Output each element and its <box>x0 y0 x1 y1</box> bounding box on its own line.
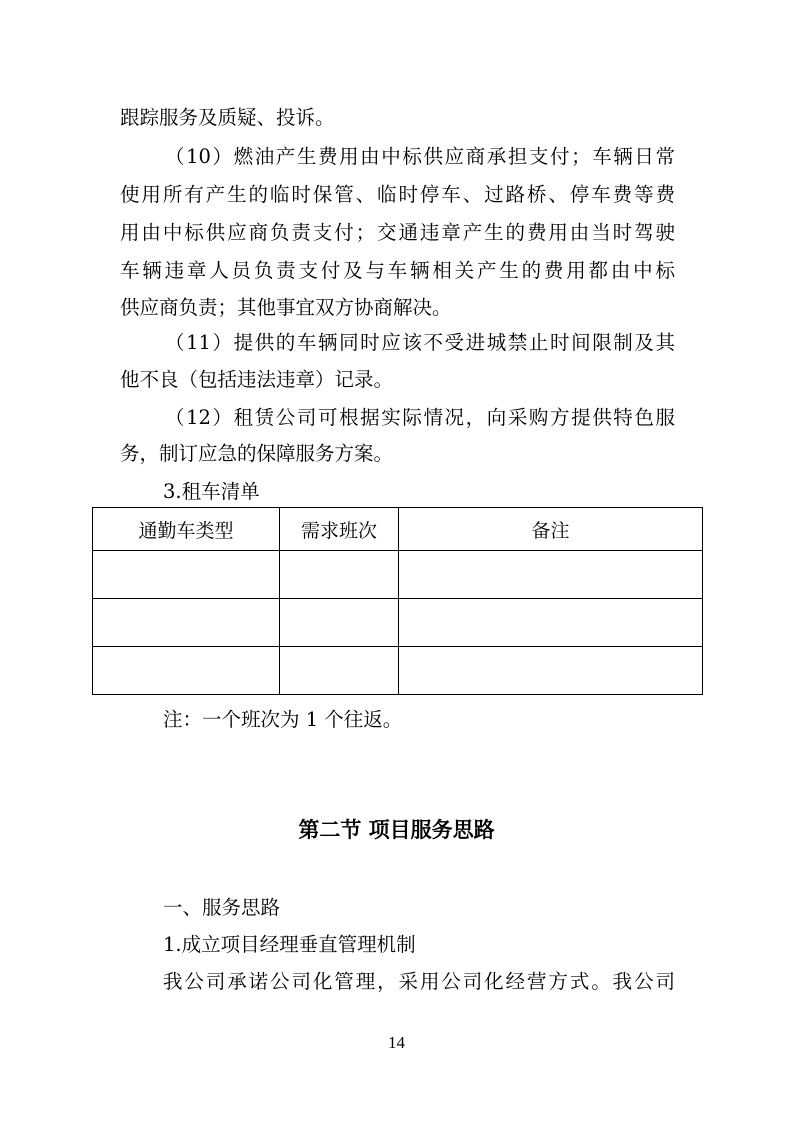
table-cell <box>399 647 703 695</box>
body-line: 他不良（包括违法违章）记录。 <box>120 368 394 391</box>
table-row <box>93 647 703 695</box>
table-cell <box>93 551 280 599</box>
page-number: 14 <box>388 1033 405 1052</box>
table-cell <box>93 647 280 695</box>
body-line: 用由中标供应商负责支付；交通违章产生的费用由当时驾驶 <box>120 221 675 244</box>
section-heading: 第二节 项目服务思路 <box>298 818 495 842</box>
item-heading: 1.成立项目经理垂直管理机制 <box>163 933 416 956</box>
body-line: 供应商负责；其他事宜双方协商解决。 <box>120 296 452 319</box>
table-cell <box>280 647 399 695</box>
table-cell <box>93 599 280 647</box>
rental-list-table <box>92 507 703 695</box>
body-line: （12）租赁公司可根据实际情况，向采购方提供特色服 <box>165 406 675 429</box>
body-line: （10）燃油产生费用由中标供应商承担支付；车辆日常 <box>165 145 675 168</box>
body-line: 车辆违章人员负责支付及与车辆相关产生的费用都由中标 <box>120 259 675 282</box>
table-note: 注：一个班次为 1 个往返。 <box>163 708 403 731</box>
body-line: 使用所有产生的临时保管、临时停车、过路桥、停车费等费 <box>120 183 675 206</box>
table-cell <box>280 599 399 647</box>
body-line: 跟踪服务及质疑、投诉。 <box>120 106 335 129</box>
column-header-required-shifts: 需求班次 <box>280 508 399 551</box>
table-cell <box>399 551 703 599</box>
table-header-row <box>93 508 703 551</box>
body-line: 我公司承诺公司化管理，采用公司化经营方式。我公司 <box>163 970 675 993</box>
table-cell <box>280 551 399 599</box>
body-line: （11）提供的车辆同时应该不受进城禁止时间限制及其 <box>165 331 675 354</box>
body-line: 务，制订应急的保障服务方案。 <box>120 442 394 465</box>
column-header-vehicle-type: 通勤车类型 <box>93 508 280 551</box>
table-row <box>93 599 703 647</box>
table-cell <box>399 599 703 647</box>
column-header-remarks: 备注 <box>399 508 703 551</box>
sub-heading: 一、服务思路 <box>163 896 281 919</box>
table-row <box>93 551 703 599</box>
list-heading: 3.租车清单 <box>163 480 260 503</box>
